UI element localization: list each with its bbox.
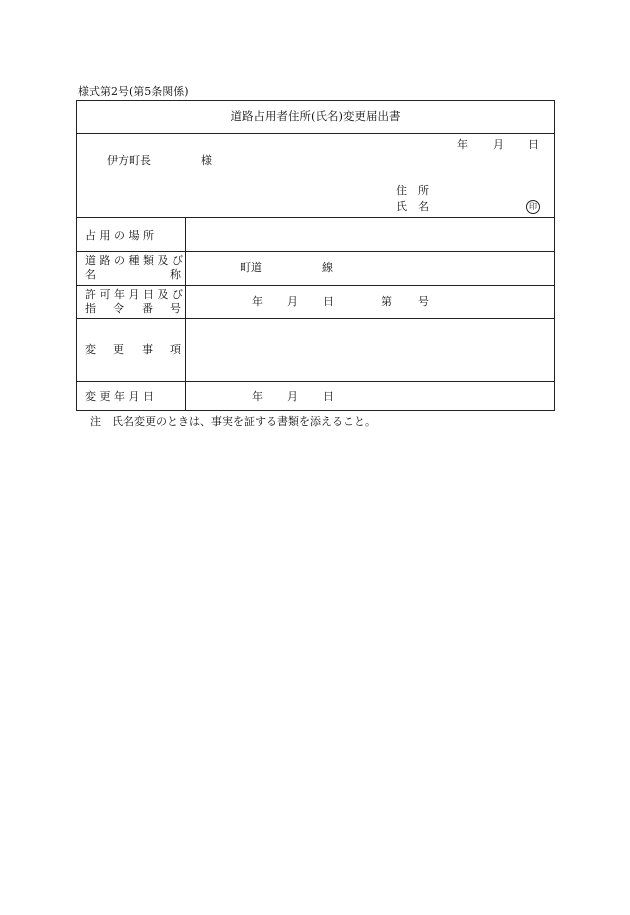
seal-mark: 印 xyxy=(526,200,540,214)
row-permit-label-2b: 令 xyxy=(113,302,124,315)
change-year: 年 xyxy=(252,390,263,403)
row-change-item-label-b: 更 xyxy=(113,343,124,356)
row-change-date-label: 変 更 年 月 日 xyxy=(85,390,154,403)
row-permit-label-2d: 号 xyxy=(170,302,181,315)
row-road-type-label-2b: 称 xyxy=(170,268,181,281)
row-permit-label-2c: 番 xyxy=(142,302,153,315)
road-type-value: 町道 xyxy=(240,261,262,274)
row-road-type-label-1: 道 路 の 種 類 及 び xyxy=(85,254,183,267)
row-permit-label-2a: 指 xyxy=(85,302,96,315)
addressee-name: 伊方町長 xyxy=(107,154,151,167)
form-title: 道路占用者住所(氏名)変更届出書 xyxy=(230,109,401,123)
divider xyxy=(77,251,554,252)
row-occupancy-place-label: 占 用 の 場 所 xyxy=(85,229,154,242)
date-day: 日 xyxy=(528,138,539,151)
row-road-type-label-2a: 名 xyxy=(85,268,96,281)
change-day: 日 xyxy=(323,390,334,403)
permit-day: 日 xyxy=(323,295,334,308)
permit-dai: 第 xyxy=(381,295,392,308)
footnote: 注 氏名変更のときは、事実を証する書類を添えること。 xyxy=(90,415,376,428)
divider xyxy=(77,217,554,218)
row-permit-label-1: 許 可 年 月 日 及 び xyxy=(85,288,183,301)
notification-form xyxy=(76,100,555,411)
change-month: 月 xyxy=(287,390,298,403)
row-change-item-label-a: 変 xyxy=(85,343,96,356)
permit-year: 年 xyxy=(252,295,263,308)
divider xyxy=(77,285,554,286)
row-change-item-label-d: 項 xyxy=(170,343,181,356)
row-change-item-label-c: 事 xyxy=(142,343,153,356)
road-line-suffix: 線 xyxy=(322,261,333,274)
divider xyxy=(77,381,554,382)
divider xyxy=(77,133,554,134)
name-label: 氏 名 xyxy=(396,200,429,213)
address-label: 住 所 xyxy=(396,184,429,197)
addressee-honorific: 様 xyxy=(201,154,212,167)
date-month: 月 xyxy=(493,138,504,151)
date-year: 年 xyxy=(457,138,468,151)
permit-go: 号 xyxy=(418,295,429,308)
form-number: 様式第2号(第5条関係) xyxy=(78,85,189,98)
permit-month: 月 xyxy=(287,295,298,308)
divider xyxy=(77,318,554,319)
